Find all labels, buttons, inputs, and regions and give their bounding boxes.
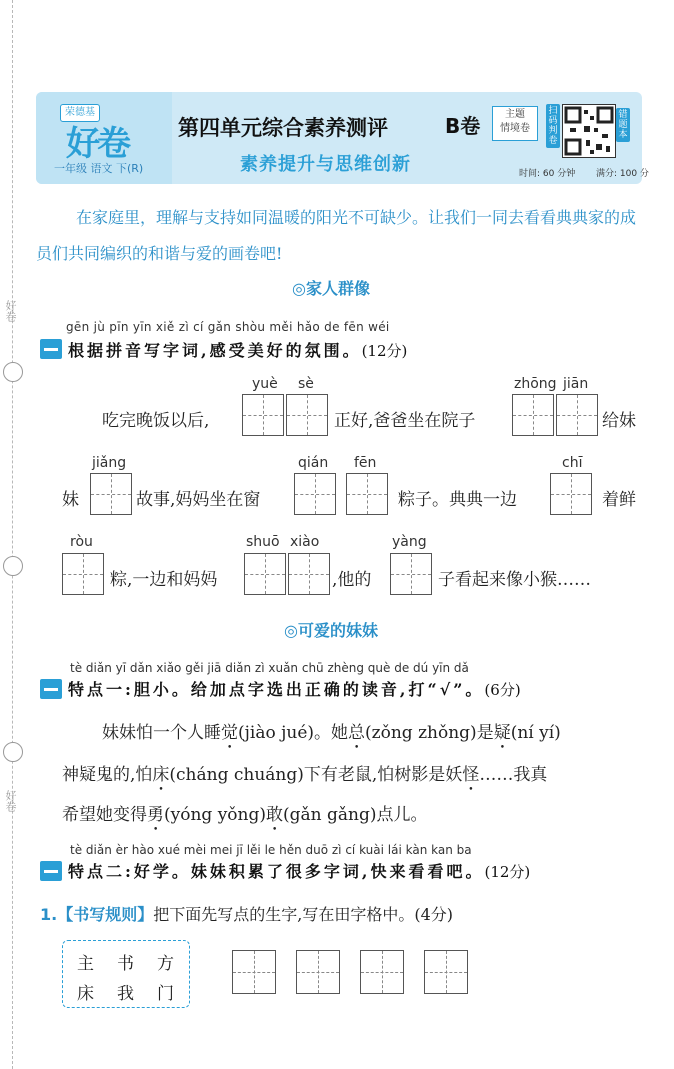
pinyin-jian: jiān [563,376,589,392]
text: ……我真 [479,765,548,785]
q2-title-b: ”。 [453,680,485,699]
char: 主 [77,954,94,974]
sub1-text: 把下面先写点的生字,写在田字格中。(4分) [153,905,453,924]
header-brand-panel [36,92,172,184]
margin-hole-3 [3,742,23,762]
pinyin-jiang: jiǎng [92,455,127,471]
pinyin-rou: ròu [70,534,93,550]
tian-box[interactable] [550,473,592,515]
sub1-number: 1. [40,905,58,924]
pinyin-zhong: zhōng [514,376,557,392]
q1-line1-a: 吃完晚饭以后, [102,411,210,431]
q1-line1-b: 正好,爸爸坐在院子 [334,411,476,431]
theme-badge [492,106,538,141]
margin-logo-2: 好卷 [4,790,17,812]
pinyin-chi: chī [562,455,583,471]
margin-logo: 好卷 [4,300,17,322]
pinyin-xiao: xiào [290,534,320,550]
q2-points: (6分) [484,681,521,699]
pinyin-shuo: shuō [246,534,280,550]
page-subtitle: 素养提升与思维创新 [240,154,411,175]
q2-para-line1 [102,718,561,753]
dotted-char: 敢 [266,805,284,825]
q3-pinyin: tè diǎn èr hào xué mèi mei jī lěi le hěn duō zì cí kuài lái kàn kan ba [70,843,472,857]
dotted-char: 怪 [462,765,480,785]
q3-sub1 [40,902,453,925]
tian-box[interactable] [360,950,404,994]
q1-line2-b: 故事,妈妈坐在窗 [136,490,261,510]
q2-title [68,677,521,700]
margin-hole-1 [3,362,23,382]
q3-title-text: 特点二:好学。妹妹积累了很多字词,快来看看吧。 [68,862,485,881]
q1-line1-c: 给妹 [602,411,636,431]
volume-label: B卷 [445,114,481,138]
page-title: 第四单元综合素养测评 [178,116,388,140]
tian-box[interactable] [232,950,276,994]
margin-hole-2 [3,556,23,576]
q2-number-icon [40,679,62,699]
full-score: 满分: 100 分 [596,169,649,179]
theme-line-2: 情境卷 [500,123,530,134]
section-family: ◎家人群像 [292,279,370,298]
char: 书 [117,954,134,974]
tian-box[interactable] [556,394,598,436]
q1-points: (12分) [361,342,408,360]
error-book-label: 错题本 [616,108,630,142]
character-box [62,940,190,1008]
tian-box[interactable] [346,473,388,515]
tian-box[interactable] [90,473,132,515]
time-limit: 时间: 60 分钟 [519,169,576,179]
dotted-char: 觉 [221,723,238,743]
text: 神疑鬼的,怕 [62,765,153,785]
tian-box[interactable] [296,950,340,994]
dotted-char: 疑 [493,723,511,743]
q1-pinyin: gēn jù pīn yīn xiě zì cí gǎn shòu měi hǎo de fēn wéi [66,320,390,334]
text: 希望她变得 [62,805,147,825]
char: 我 [117,984,134,1004]
pinyin-fen: fēn [354,455,377,471]
tian-box[interactable] [294,473,336,515]
tian-box[interactable] [62,553,104,595]
reading-options[interactable]: (ní yí) [510,723,561,743]
tian-box[interactable] [390,553,432,595]
dotted-char: 总 [348,723,366,743]
brand-logo: 好卷 [66,124,128,164]
char: 方 [157,954,174,974]
pinyin-yang: yàng [392,534,427,550]
q1-line3-b: ,他的 [332,570,372,590]
intro-paragraph: 在家庭里，理解与支持如同温暖的阳光不可缺少。让我们一同去看看典典家的成员们共同编织的和谐与爱的画卷吧! [36,208,637,263]
q1-line3-c: 子看起来像小猴…… [438,570,591,590]
tian-box[interactable] [242,394,284,436]
section-sister: ◎可爱的妹妹 [284,621,378,640]
reading-options[interactable]: (yóng yǒng) [164,805,267,825]
pinyin-qian: qián [298,455,329,471]
q1-line2-c: 粽子。典典一边 [398,490,517,510]
scan-label: 扫码判卷 [546,104,560,148]
q2-para-line3 [62,800,428,835]
char: 床 [77,984,94,1004]
q1-number-icon [40,339,62,359]
q1-line2-a: 妹 [62,490,79,510]
reading-options[interactable]: (zǒng zhǒng)是 [365,723,494,743]
q2-pinyin: tè diǎn yī dǎn xiǎo gěi jiā diǎn zì xuǎn chū zhèng què de dú yīn dǎ [70,661,469,675]
q2-title-a: 特点一:胆小。给加点字选出正确的读音,打“ [68,680,440,699]
q1-line3-a: 粽,一边和妈妈 [110,570,218,590]
q3-title [68,859,530,882]
tian-box[interactable] [244,553,286,595]
tian-box[interactable] [288,553,330,595]
q1-title [68,338,407,361]
qr-code-icon[interactable] [562,104,616,158]
pinyin-se: sè [298,376,314,392]
dotted-char: 勇 [147,805,164,825]
sub1-tag: 【书写规则】 [57,905,154,924]
reading-options[interactable]: (cháng chuáng)下有老鼠,怕树影是妖 [169,765,463,785]
tian-box[interactable] [512,394,554,436]
tian-box[interactable] [424,950,468,994]
char: 门 [157,984,174,1004]
tian-box[interactable] [286,394,328,436]
reading-options[interactable]: (gǎn gǎng)点儿。 [283,805,428,825]
binding-dashed-line [12,0,13,1069]
q1-title-text: 根据拼音写字词,感受美好的氛围。 [68,341,362,360]
reading-options[interactable]: (jiào jué)。她 [238,723,349,743]
q3-number-icon [40,861,62,881]
check-mark-icon: √ [439,680,454,699]
dotted-char: 床 [152,765,170,785]
text: 妹妹怕一个人睡 [102,723,221,743]
grade-label: 一年级 语文 下(R) [54,162,144,175]
q1-line2-d: 着鲜 [602,490,636,510]
q3-points: (12分) [484,863,531,881]
q2-para-line2 [62,760,547,795]
pinyin-yue: yuè [252,376,278,392]
theme-line-1: 主题 [505,109,525,120]
brand-tag: 荣德基 [60,104,100,122]
